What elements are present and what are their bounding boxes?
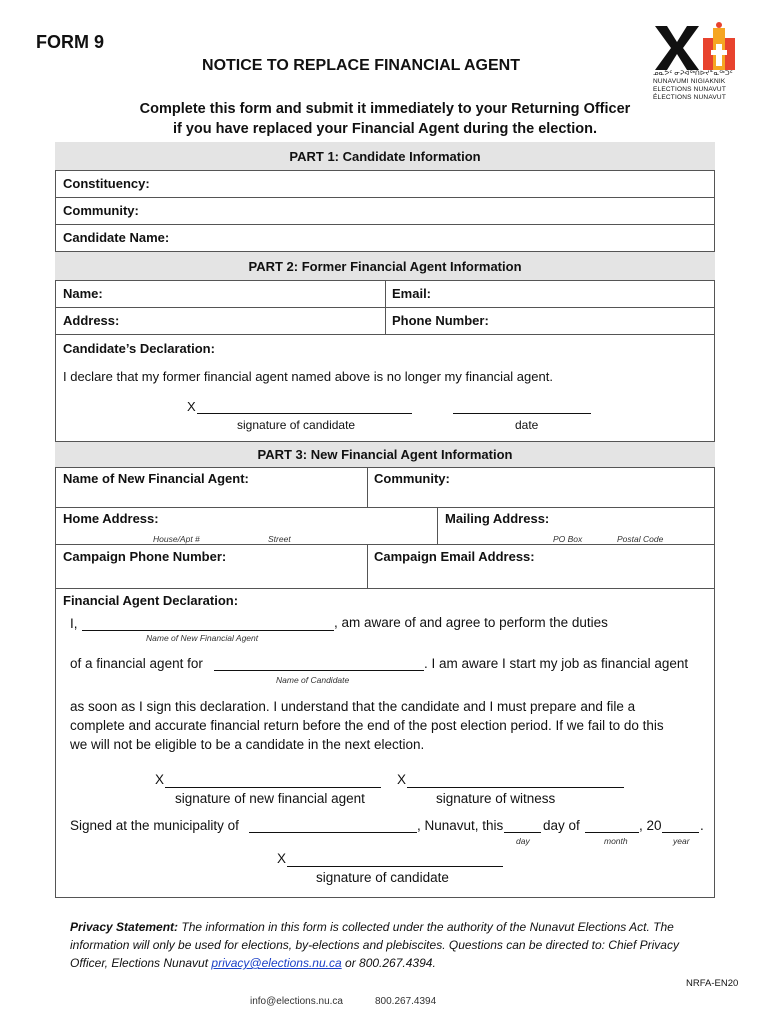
new-agent-name-label: Name of New Financial Agent: — [63, 471, 249, 486]
paragraph-line-1: as soon as I sign this declaration. I understand that the candidate and I must prepare and file a — [70, 699, 636, 714]
paragraph-line-3: we will not be eligible to be a candidate in the next election. — [70, 737, 425, 752]
municipality-line[interactable] — [249, 832, 417, 833]
logo-line-1: NUNAVUMI NIGIAKNIK — [653, 78, 726, 85]
candidate-declaration-section — [55, 335, 715, 442]
nunavut-this: , Nunavut, this — [417, 818, 504, 833]
candidate-declaration-text: I declare that my former financial agent named above is no longer my financial agent. — [63, 369, 553, 384]
period: . — [700, 818, 704, 833]
final-candidate-signature-caption: signature of candidate — [316, 870, 449, 885]
divider — [437, 508, 438, 545]
privacy-phone: 800.267.4394. — [359, 956, 436, 970]
month-caption: month — [604, 836, 628, 846]
signed-prefix: Signed at the municipality of — [70, 818, 239, 833]
candidate-declaration-title: Candidate’s Declaration: — [63, 341, 215, 356]
campaign-email-label: Campaign Email Address: — [374, 549, 535, 564]
home-address-label: Home Address: — [63, 511, 159, 526]
signature-x: X — [187, 399, 196, 414]
privacy-text: The information in this form is collected under the authority of the Nunavut Elections Act. The information will only be used for elections, by-elections and plebiscites. Questions can be directed to: Chief Privacy Officer, Elections Nunavut — [70, 920, 679, 970]
former-address-phone-row — [55, 308, 715, 335]
house-apt-caption: House/Apt # — [153, 534, 200, 544]
former-phone-label: Phone Number: — [392, 313, 489, 328]
part3-header: PART 3: New Financial Agent Information — [55, 442, 715, 468]
instruction-line-1: Complete this form and submit it immediately to your Returning Officer — [139, 101, 631, 117]
campaign-contact-row — [55, 545, 715, 589]
street-caption: Street — [268, 534, 291, 544]
footer-email: info@elections.nu.ca — [250, 996, 343, 1007]
candidate-signature-line[interactable] — [197, 413, 412, 414]
privacy-or: or — [345, 956, 356, 970]
year-line[interactable] — [662, 832, 699, 833]
name-candidate-caption: Name of Candidate — [276, 675, 350, 685]
of-suffix: . I am aware I start my job as financial agent — [424, 656, 689, 671]
divider — [367, 468, 368, 508]
name-new-agent-caption: Name of New Financial Agent — [146, 633, 259, 643]
new-agent-community-label: Community: — [374, 471, 450, 486]
former-name-email-row — [55, 281, 715, 308]
day-line[interactable] — [504, 832, 541, 833]
form-code: NRFA-EN20 — [686, 978, 739, 989]
address-row — [55, 508, 715, 545]
signature-x-agent: X — [155, 772, 165, 787]
year-caption: year — [673, 836, 690, 846]
campaign-phone-label: Campaign Phone Number: — [63, 549, 227, 564]
part1-header: PART 1: Candidate Information — [55, 142, 715, 171]
final-candidate-signature-line[interactable] — [287, 866, 503, 867]
privacy-label: Privacy Statement: — [70, 920, 179, 934]
signature-x-candidate: X — [277, 851, 287, 866]
month-line[interactable] — [585, 832, 639, 833]
comma-20: , 20 — [639, 818, 662, 833]
footer-phone: 800.267.4394 — [375, 996, 437, 1007]
divider — [367, 545, 368, 589]
signature-caption: signature of candidate — [237, 418, 356, 432]
i-suffix: , am aware of and agree to perform the duties — [334, 615, 608, 630]
day-caption: day — [516, 836, 530, 846]
signature-x-witness: X — [397, 772, 407, 787]
new-agent-name-line[interactable] — [82, 630, 334, 631]
new-agent-signature-caption: signature of new financial agent — [175, 791, 365, 806]
candidate-name-row[interactable] — [55, 225, 715, 252]
former-address-label: Address: — [63, 313, 120, 328]
candidate-name-label: Candidate Name: — [63, 230, 170, 245]
constituency-row[interactable] — [55, 171, 715, 198]
logo-line-2: ELECTIONS NUNAVUT — [653, 86, 726, 93]
po-box-caption: PO Box — [553, 534, 583, 544]
new-agent-name-community-row — [55, 468, 715, 508]
candidate-name-line[interactable] — [214, 670, 424, 671]
divider — [385, 308, 386, 335]
date-caption: date — [515, 418, 539, 432]
form-number: FORM 9 — [36, 32, 105, 52]
community-row[interactable] — [55, 198, 715, 225]
community-label: Community: — [63, 203, 139, 218]
of-prefix: of a financial agent for — [70, 656, 203, 671]
elections-nunavut-logo — [653, 22, 739, 102]
divider — [385, 281, 386, 308]
new-agent-signature-line[interactable] — [165, 787, 381, 788]
constituency-label: Constituency: — [63, 176, 150, 191]
i-prefix: I, — [70, 616, 78, 631]
fa-declaration-paragraph — [70, 697, 664, 754]
former-name-label: Name: — [63, 286, 103, 301]
witness-signature-line[interactable] — [407, 787, 624, 788]
witness-signature-caption: signature of witness — [436, 791, 556, 806]
fa-declaration-title: Financial Agent Declaration: — [63, 593, 239, 608]
date-line[interactable] — [453, 413, 591, 414]
paragraph-line-2: complete and accurate financial return before the end of the post election period. If we fail to do this — [70, 718, 664, 733]
former-email-label: Email: — [392, 286, 432, 301]
part2-header: PART 2: Former Financial Agent Information — [55, 252, 715, 281]
logo-mark-icon — [653, 22, 739, 72]
privacy-statement — [70, 918, 720, 972]
day-of: day of — [543, 818, 580, 833]
privacy-email-link[interactable]: privacy@elections.nu.ca — [211, 956, 342, 970]
mailing-address-label: Mailing Address: — [445, 511, 550, 526]
form-title: NOTICE TO REPLACE FINANCIAL AGENT — [202, 57, 520, 74]
postal-code-caption: Postal Code — [617, 534, 664, 544]
instruction-line-2: if you have replaced your Financial Agent during the election. — [172, 121, 598, 137]
logo-syllabics: ᓄᓇᕗᑦ ᓂᕈᐊᖅᑎᐅᔪᓐᓇᖅᑐᑦ — [653, 70, 733, 77]
logo-text — [653, 70, 733, 102]
logo-line-3: ÉLECTIONS NUNAVUT — [653, 94, 726, 101]
instructions — [0, 99, 770, 139]
